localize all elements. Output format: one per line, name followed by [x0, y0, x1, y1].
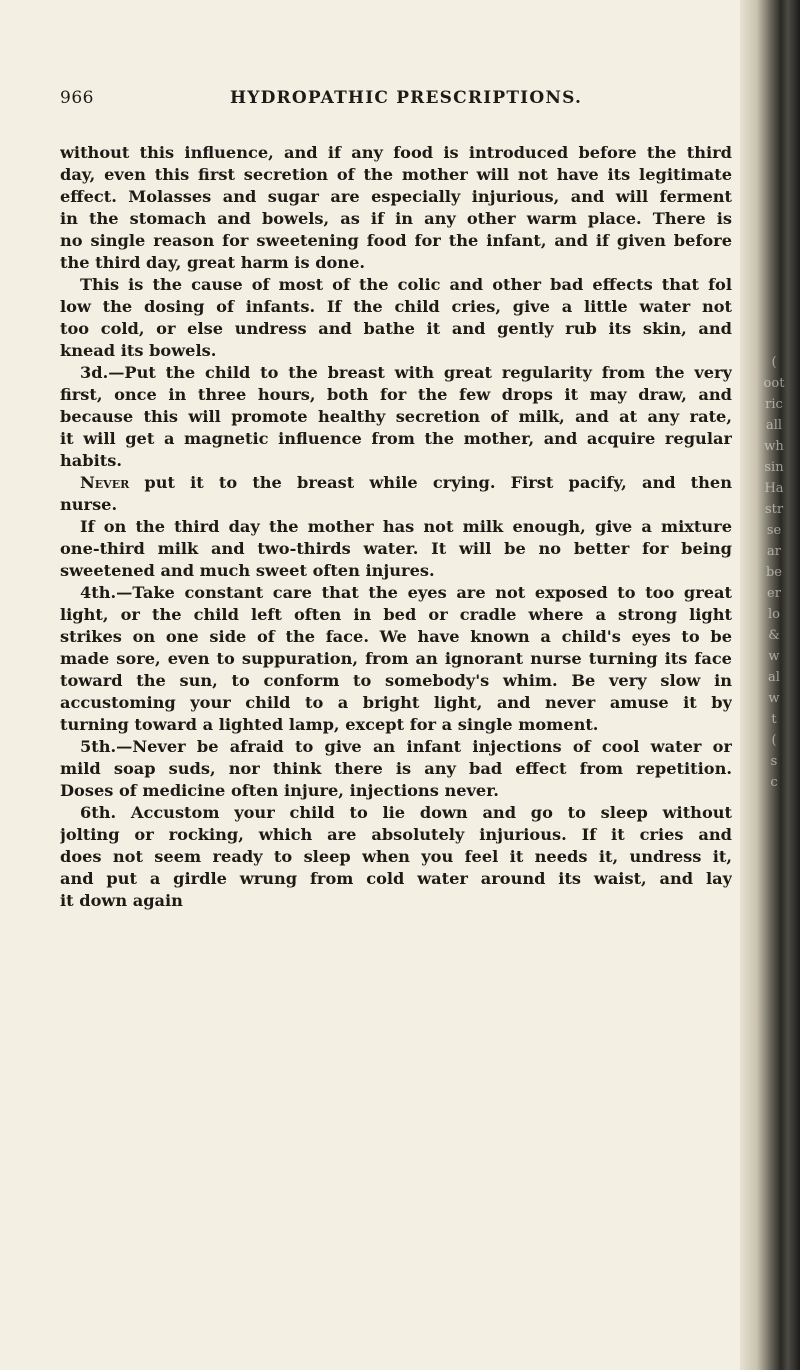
bleed-fragment: Ha: [764, 481, 784, 496]
bleed-fragment: w: [768, 691, 780, 706]
bleed-fragment: w: [768, 649, 780, 664]
bleed-fragment: ric: [765, 397, 783, 412]
text-line: because this will promote healthy secretion of milk, and at any rate,: [60, 407, 732, 426]
text-line: does not seem ready to sleep when you feel it needs it, undress it,: [60, 847, 732, 866]
bleed-fragment: er: [767, 586, 781, 601]
text-line: sweetened and much sweet often injures.: [60, 561, 435, 580]
facing-page-bleed: [754, 355, 794, 790]
text-line: jolting or rocking, which are absolutely injurious. If it cries and: [60, 825, 732, 844]
bleed-fragment: ar: [767, 544, 781, 559]
bleed-fragment: (: [771, 355, 777, 370]
text-line: day, even this first secretion of the mother will not have its legitimate: [60, 165, 732, 184]
text-line: made sore, even to suppuration, from an ignorant nurse turning its face: [60, 649, 732, 668]
text-line: 3d.—Put the child to the breast with great regularity from the very: [80, 363, 732, 382]
text-line: 5th.—Never be afraid to give an infant injections of cool water or: [80, 737, 732, 756]
page-number: 966: [60, 88, 94, 108]
text-line: 6th. Accustom your child to lie down and go to sleep without: [80, 803, 732, 822]
text-line: strikes on one side of the face. We have known a child's eyes to be: [60, 627, 732, 646]
bleed-fragment: c: [770, 775, 778, 790]
text-line: it will get a magnetic influence from the mother, and acquire regular: [60, 429, 732, 448]
text-line: Doses of medicine often injure, injections never.: [60, 781, 499, 800]
text-line: accustoming your child to a bright light, and never amuse it by: [60, 693, 732, 712]
bleed-fragment: (: [771, 733, 777, 748]
text-line: knead its bowels.: [60, 341, 217, 360]
text-line: without this influence, and if any food is introduced before the third: [60, 143, 732, 162]
bleed-fragment: s: [770, 754, 778, 769]
text-line: first, once in three hours, both for the few drops it may draw, and: [60, 385, 732, 404]
text-line: [60, 472, 732, 494]
bleed-fragment: be: [765, 565, 782, 580]
text-line-rest: put it to the breast while crying. First pacify, and then: [144, 473, 732, 492]
never-emphasis: Never: [80, 473, 130, 492]
text-line: mild soap suds, nor think there is any bad effect from repetition.: [60, 759, 732, 778]
text-line: This is the cause of most of the colic and other bad effects that fol: [80, 275, 732, 294]
bleed-fragment: wh: [764, 439, 784, 454]
text-line: toward the sun, to conform to somebody's whim. Be very slow in: [60, 671, 732, 690]
text-line: it down again: [60, 891, 183, 910]
text-line: no single reason for sweetening food for the infant, and if given before: [60, 231, 732, 250]
text-line: If on the third day the mother has not milk enough, give a mixture: [80, 517, 732, 536]
bleed-fragment: al: [768, 670, 780, 685]
bleed-fragment: se: [766, 523, 782, 538]
text-line: and put a girdle wrung from cold water around its waist, and lay: [60, 869, 732, 888]
bleed-fragment: &: [768, 628, 780, 643]
text-line: effect. Molasses and sugar are especially injurious, and will ferment: [60, 187, 732, 206]
running-title: HYDROPATHIC PRESCRIPTIONS.: [230, 88, 583, 108]
text-line: turning toward a lighted lamp, except for a single moment.: [60, 715, 599, 734]
text-line: nurse.: [60, 495, 118, 514]
bleed-fragment: lo: [768, 607, 780, 622]
text-line: low the dosing of infants. If the child cries, give a little water not: [60, 297, 732, 316]
text-line: in the stomach and bowels, as if in any other warm place. There is: [60, 209, 732, 228]
bleed-fragment: oot: [763, 376, 785, 391]
text-line: too cold, or else undress and bathe it and gently rub its skin, and: [60, 319, 732, 338]
bleed-fragment: str: [764, 502, 784, 517]
bleed-fragment: t: [771, 712, 777, 727]
bleed-fragment: all: [765, 418, 783, 433]
text-line: the third day, great harm is done.: [60, 253, 366, 272]
text-line: one-third milk and two-thirds water. It will be no better for being: [60, 539, 732, 558]
body-text: [60, 142, 732, 912]
running-header: [60, 88, 720, 118]
text-line: light, or the child left often in bed or cradle where a strong light: [60, 605, 732, 624]
text-line: 4th.—Take constant care that the eyes are not exposed to too great: [80, 583, 732, 602]
bleed-fragment: sin: [764, 460, 784, 475]
text-line: habits.: [60, 451, 122, 470]
